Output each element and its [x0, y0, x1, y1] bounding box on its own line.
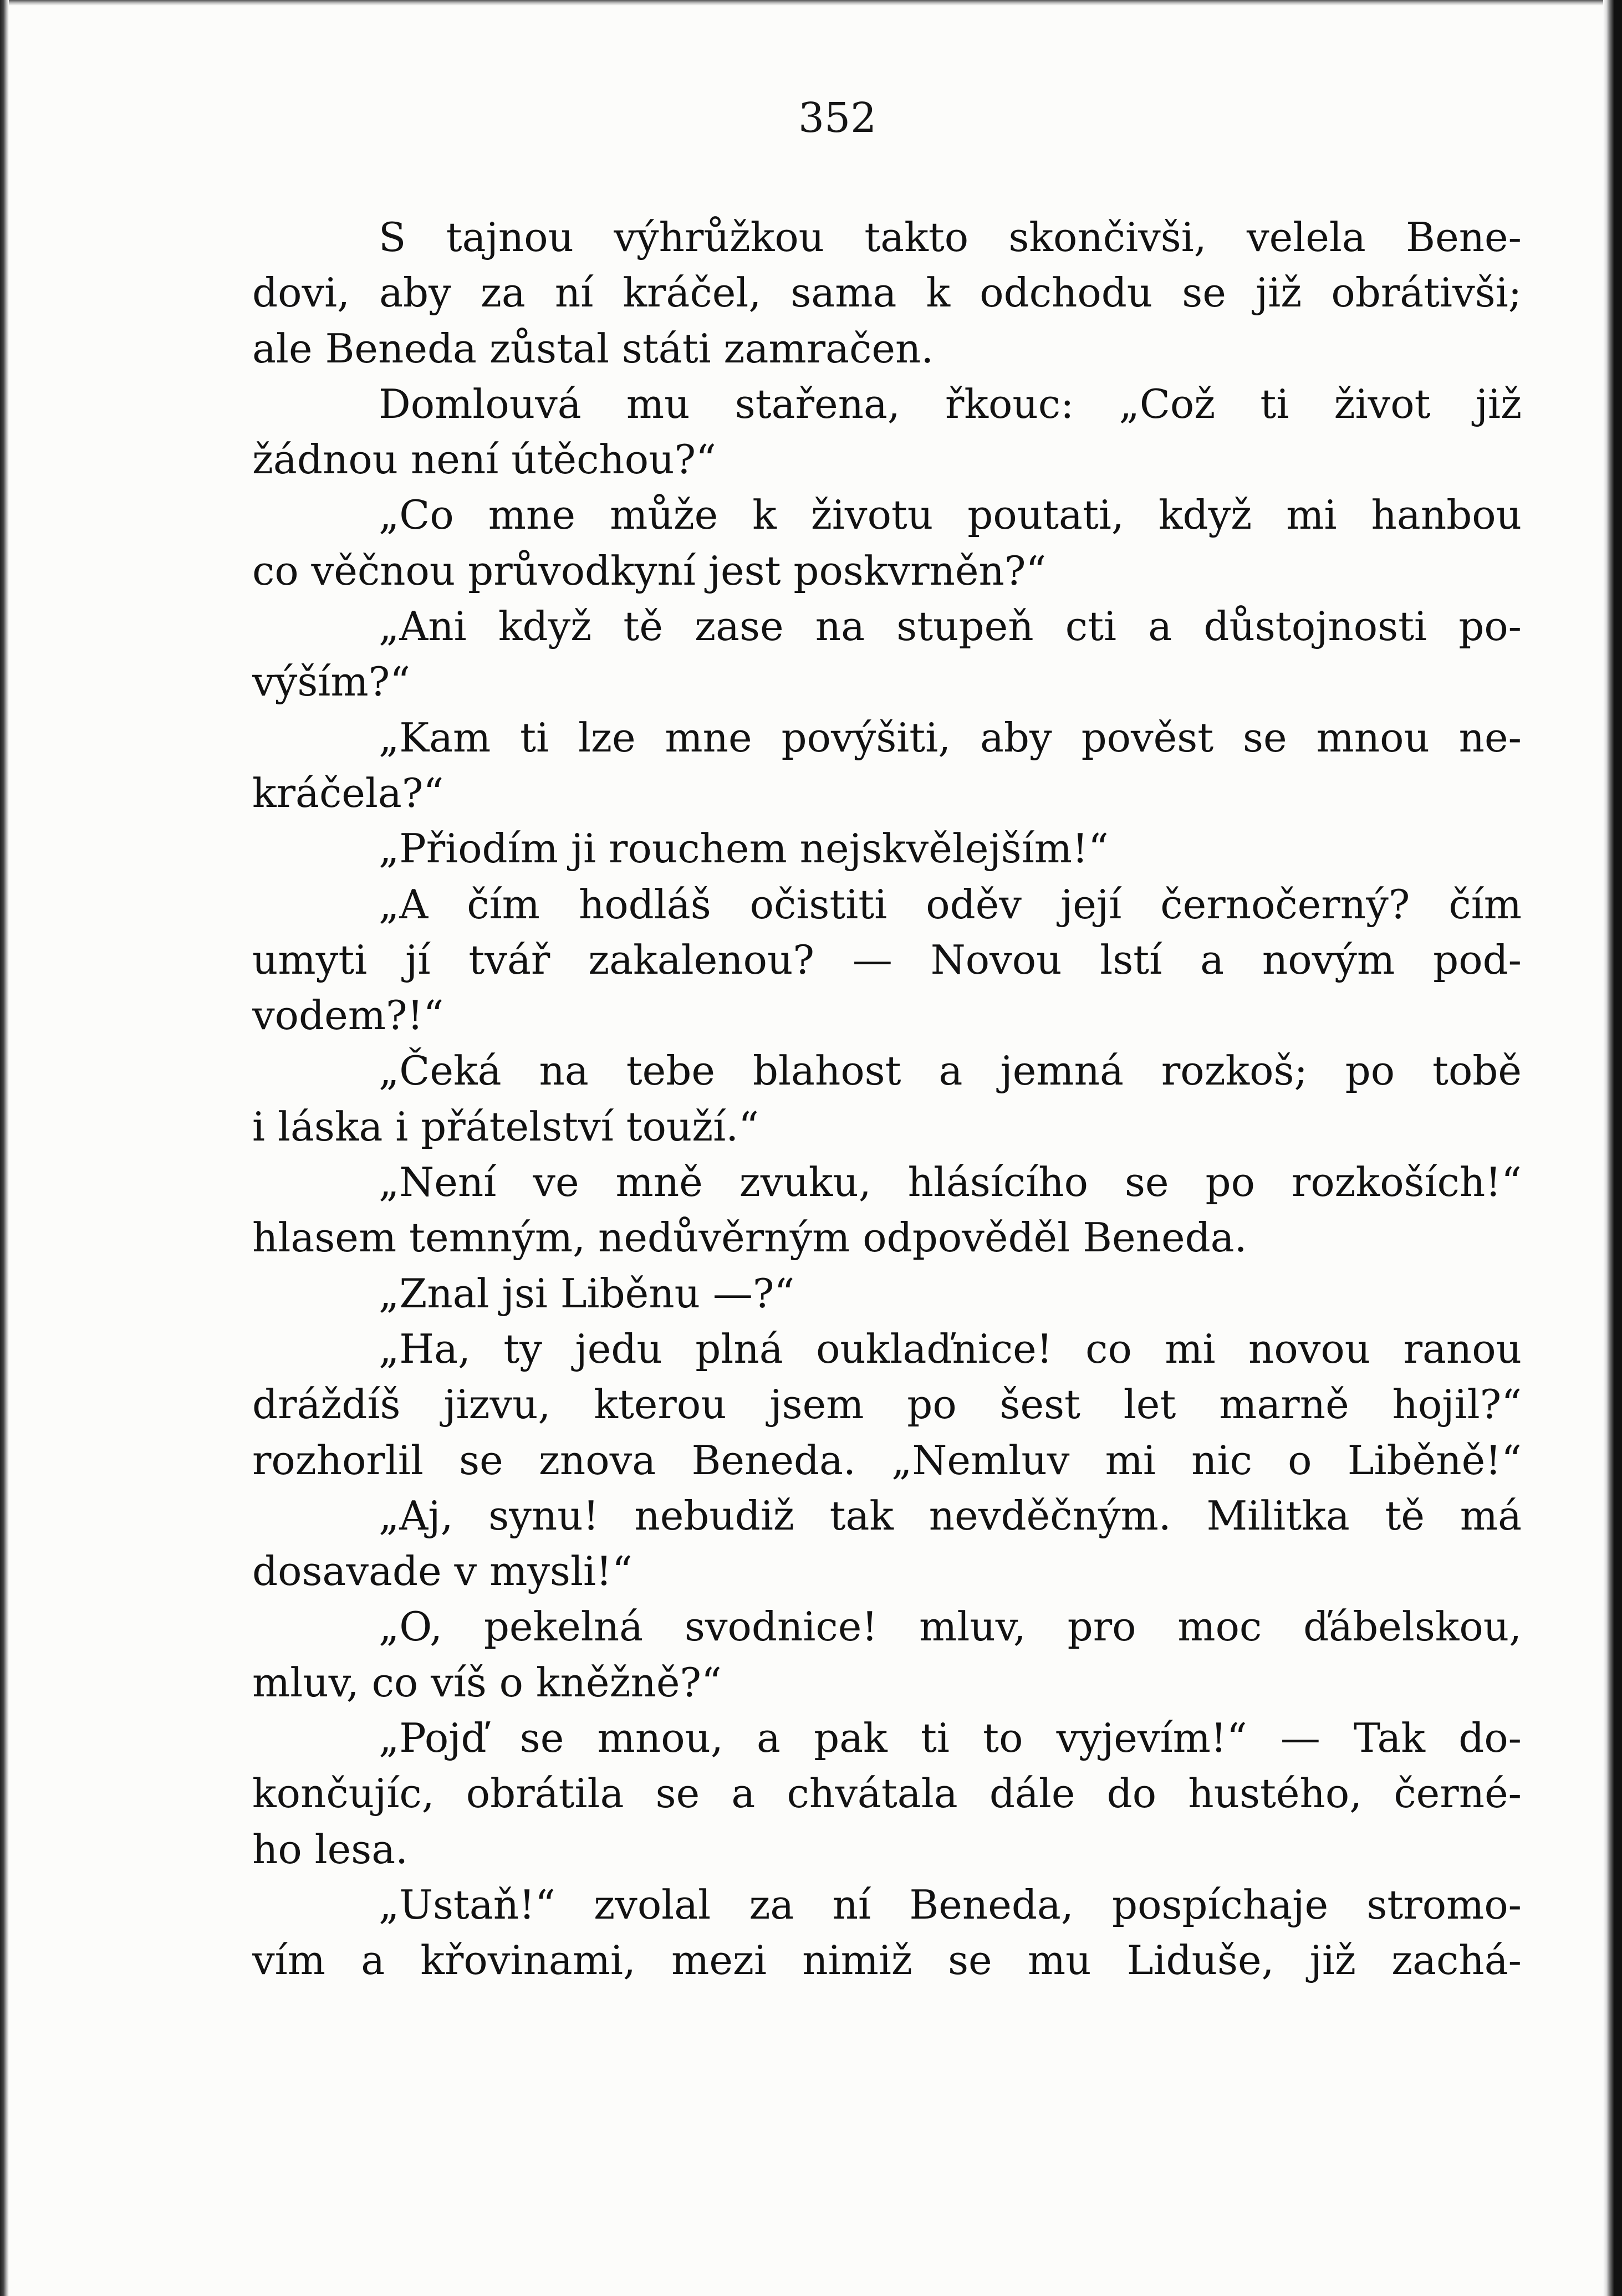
text-line: výším?“: [252, 658, 411, 705]
text-line: „Aj, synu! nebudiž tak nevděčným. Militka tě má: [379, 1492, 1522, 1539]
text-line: „Není ve mně zvuku, hlásícího se po rozkoších!“: [379, 1159, 1522, 1206]
page-left-edge: [0, 0, 9, 2296]
text-line: „Pojď se mnou, a pak ti to vyjevím!“ — Tak do-: [379, 1715, 1522, 1762]
text-line: kráčela?“: [252, 769, 444, 816]
text-line: ho lesa.: [252, 1825, 409, 1873]
text-line: žádnou není útěchou?“: [252, 436, 716, 483]
text-line: Domlouvá mu stařena, řkouc: „Což ti život již: [379, 380, 1522, 427]
text-line: ale Beneda zůstal státi zamračen.: [252, 325, 934, 372]
text-line: „Ustaň!“ zvolal za ní Beneda, pospíchaje stromo-: [379, 1881, 1522, 1928]
text-line: mluv, co víš o kněžně?“: [252, 1659, 722, 1706]
text-line: vím a křovinami, mezi nimiž se mu Liduše, již zachá-: [252, 1937, 1522, 1984]
text-line: „A čím hodláš očistiti oděv její černočerný? čím: [379, 881, 1522, 928]
text-line: vodem?!“: [252, 992, 444, 1039]
text-line: „Ani když tě zase na stupeň cti a důstojnosti po-: [379, 603, 1522, 650]
page-top-edge: [0, 0, 1622, 6]
text-line: dráždíš jizvu, kterou jsem po šest let marně hojil?“: [252, 1381, 1522, 1428]
text-line: „O, pekelná svodnice! mluv, pro moc ďábelskou,: [379, 1603, 1522, 1650]
text-line: dosavade v mysli!“: [252, 1548, 633, 1595]
text-line: „Kam ti lze mne povýšiti, aby pověst se mnou ne-: [379, 714, 1522, 761]
text-line: i láska i přátelství touží.“: [252, 1103, 759, 1150]
text-line: S tajnou výhrůžkou takto skončivši, velela Bene-: [379, 214, 1522, 260]
page-right-edge: [1603, 0, 1622, 2296]
text-line: rozhorlil se znova Beneda. „Nemluv mi nic o Liběně!“: [252, 1436, 1522, 1484]
text-line: „Přiodím ji rouchem nejskvělejším!“: [379, 825, 1109, 872]
text-line: co věčnou průvodkyní jest poskvrněn?“: [252, 547, 1047, 594]
text-line: končujíc, obrátila se a chvátala dále do hustého, černé-: [252, 1770, 1522, 1817]
text-line: „Co mne může k životu poutati, když mi hanbou: [379, 492, 1522, 539]
text-line: dovi, aby za ní kráčel, sama k odchodu se již obrátivši;: [252, 269, 1522, 316]
text-line: „Znal jsi Liběnu —?“: [379, 1270, 795, 1317]
body-text: [252, 209, 1522, 1988]
text-line: umyti jí tvář zakalenou? — Novou lstí a novým pod-: [252, 936, 1522, 983]
text-line: hlasem temným, nedůvěrným odpověděl Beneda.: [252, 1214, 1247, 1261]
text-line: „Čeká na tebe blahost a jemná rozkoš; po tobě: [379, 1047, 1522, 1095]
text-line: „Ha, ty jedu plná ouklaďnice! co mi novou ranou: [379, 1325, 1522, 1372]
page-number: 352: [798, 94, 877, 142]
